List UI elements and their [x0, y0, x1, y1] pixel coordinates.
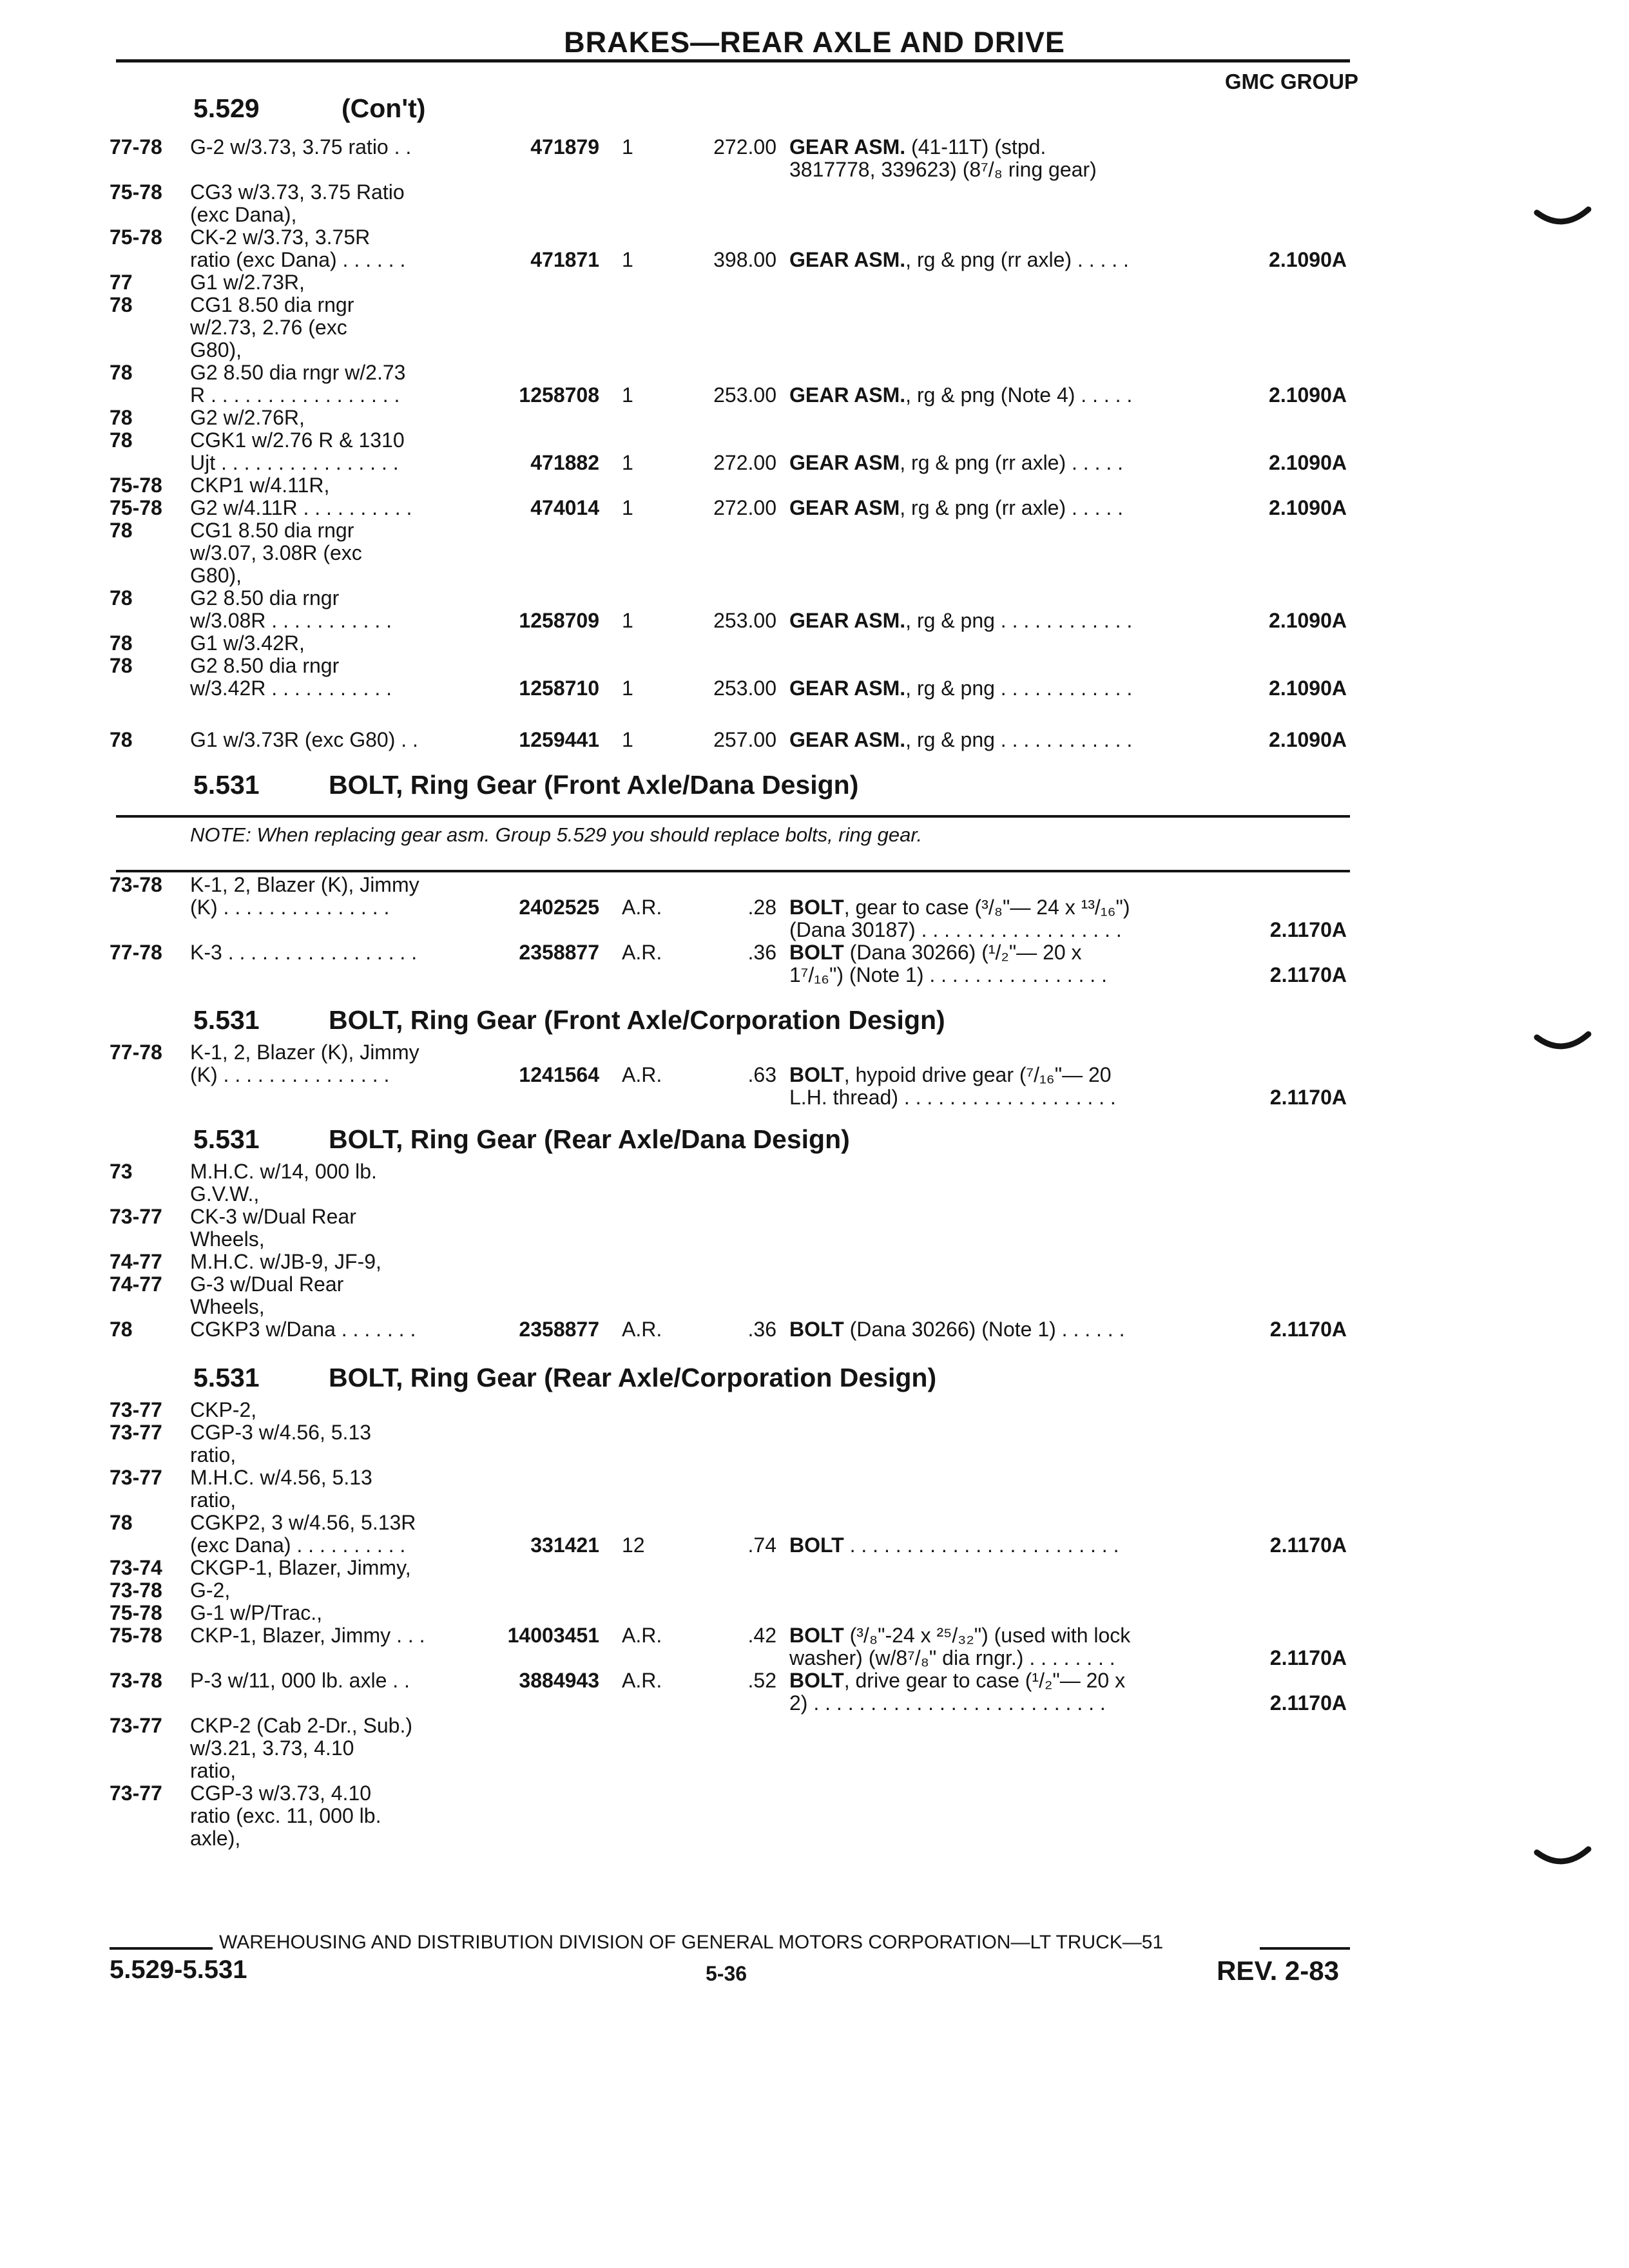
application: CGKP3 w/Dana . . . . . . .: [190, 1318, 416, 1341]
application: ratio,: [190, 1443, 236, 1466]
model-year: 73-78: [110, 873, 162, 896]
description: [789, 918, 1122, 942]
section-number: 5.531: [193, 1124, 260, 1154]
parts-row: [0, 1714, 1629, 1738]
description-detail: , rg & png . . . . . . . . . . . .: [905, 677, 1133, 700]
section-heading: [193, 1124, 850, 1155]
description-part-name: GEAR ASM: [789, 496, 900, 519]
description-part-name: BOLT: [789, 1063, 844, 1086]
model-year: 73: [110, 1160, 133, 1183]
model-year: 75-78: [110, 1601, 162, 1624]
application: w/2.73, 2.76 (exc: [190, 316, 347, 339]
parts-row: [0, 728, 1629, 753]
model-year: 75-78: [110, 474, 162, 497]
application: G80),: [190, 564, 242, 587]
parts-row: [0, 609, 1629, 633]
parts-row: [0, 586, 1629, 611]
description-part-name: BOLT: [789, 1533, 844, 1557]
application: CGP-3 w/3.73, 4.10: [190, 1782, 372, 1805]
quantity: 1: [622, 451, 633, 474]
application: M.H.C. w/JB-9, JF-9,: [190, 1250, 381, 1273]
part-number: 1258708: [519, 383, 599, 407]
description-part-name: GEAR ASM.: [789, 728, 906, 751]
parts-row: [0, 226, 1629, 250]
model-year: 78: [110, 728, 133, 751]
parts-row: [0, 451, 1629, 476]
parts-row: [0, 248, 1629, 273]
application: ratio (exc. 11, 000 lb.: [190, 1804, 381, 1827]
parts-row: [0, 1466, 1629, 1490]
application: CGP-3 w/4.56, 5.13: [190, 1421, 372, 1444]
parts-row: [0, 1160, 1629, 1184]
description: [789, 963, 1107, 987]
model-year: 73-78: [110, 1579, 162, 1602]
section-title: BOLT, Ring Gear (Front Axle/Corporation Design): [329, 1005, 945, 1035]
parts-row: [0, 896, 1629, 920]
parts-row: [0, 361, 1629, 385]
parts-row: [0, 428, 1629, 453]
model-year: 78: [110, 1318, 133, 1341]
description-part-name: GEAR ASM.: [789, 677, 906, 700]
application: Wheels,: [190, 1295, 265, 1318]
application: G80),: [190, 338, 242, 361]
parts-row: [0, 1227, 1629, 1252]
model-year: 73-77: [110, 1205, 162, 1228]
catalog-code: 2.1170A: [1269, 918, 1347, 941]
application: G-2,: [190, 1579, 231, 1602]
application: G1 w/2.73R,: [190, 271, 305, 294]
application: G2 8.50 dia rngr w/2.73: [190, 361, 406, 384]
footer-revision: REV. 2-83: [1217, 1956, 1339, 1986]
application: (exc Dana) . . . . . . . . . .: [190, 1533, 406, 1557]
application: P-3 w/11, 000 lb. axle . .: [190, 1669, 410, 1692]
parts-row: [0, 383, 1629, 408]
parts-row: [0, 1736, 1629, 1761]
description-detail: , rg & png (Note 4) . . . . .: [905, 383, 1133, 407]
model-year: 73-77: [110, 1398, 162, 1421]
application: G.V.W.,: [190, 1182, 260, 1206]
part-number: 331421: [530, 1533, 599, 1557]
description-part-name: GEAR ASM.: [789, 609, 906, 632]
parts-row: [0, 1205, 1629, 1229]
section-title: BOLT, Ring Gear (Rear Axle/Dana Design): [329, 1124, 850, 1154]
model-year: 78: [110, 586, 133, 610]
application: CGKP2, 3 w/4.56, 5.13R: [190, 1511, 416, 1534]
application: K-1, 2, Blazer (K), Jimmy: [190, 873, 419, 896]
price: 253.00: [713, 609, 776, 632]
price: 253.00: [713, 677, 776, 700]
application: CKGP-1, Blazer, Jimmy,: [190, 1556, 411, 1579]
parts-row: [0, 654, 1629, 678]
part-number: 2358877: [519, 1318, 599, 1341]
catalog-code: 2.1090A: [1269, 496, 1347, 519]
parts-row: [0, 519, 1629, 543]
footer-rule-right: [1260, 1947, 1350, 1950]
quantity: A.R.: [622, 1624, 662, 1647]
quantity: 1: [622, 383, 633, 407]
description-part-name: GEAR ASM: [789, 451, 900, 474]
catalog-code: 2.1090A: [1269, 383, 1347, 407]
model-year: 75-78: [110, 496, 162, 519]
description-detail: . . . . . . . . . . . . . . . . . . . . . . . .: [843, 1533, 1119, 1557]
price: .36: [747, 1318, 776, 1341]
application: CKP-1, Blazer, Jimmy . . .: [190, 1624, 425, 1647]
application: G1 w/3.73R (exc G80) . .: [190, 728, 418, 751]
description-part-name: BOLT: [789, 1624, 844, 1647]
model-year: 78: [110, 361, 133, 384]
part-number: 2402525: [519, 896, 599, 919]
description: [789, 158, 1097, 182]
application: CK-2 w/3.73, 3.75R: [190, 226, 371, 249]
description: [789, 451, 1123, 475]
model-year: 78: [110, 428, 133, 452]
model-year: 78: [110, 519, 133, 542]
description-detail: , drive gear to case (¹/₂"— 20 x: [843, 1669, 1126, 1692]
model-year: 73-77: [110, 1714, 162, 1737]
description-detail: 3817778, 339623) (8⁷/₈ ring gear): [789, 158, 1097, 181]
application: CKP1 w/4.11R,: [190, 474, 330, 497]
description-detail: , rg & png (rr axle) . . . . .: [905, 248, 1129, 271]
description-detail: (Dana 30266) (Note 1) . . . . . .: [843, 1318, 1125, 1341]
application: G2 w/2.76R,: [190, 406, 305, 429]
description: [789, 1086, 1116, 1110]
model-year: 78: [110, 631, 133, 655]
application: CG1 8.50 dia rngr: [190, 519, 354, 542]
description-detail: (Dana 30266) (¹/₂"— 20 x: [843, 941, 1082, 964]
application: G2 8.50 dia rngr: [190, 654, 340, 677]
description: [789, 1624, 1130, 1648]
description-detail: (41-11T) (stpd.: [905, 135, 1046, 159]
parts-row: [0, 1691, 1629, 1716]
parts-row: [0, 1579, 1629, 1603]
quantity: A.R.: [622, 896, 662, 919]
parts-row: [0, 1601, 1629, 1626]
parts-row: [0, 338, 1629, 363]
description-detail: , hypoid drive gear (⁷/₁₆"— 20: [843, 1063, 1112, 1086]
description: [789, 609, 1132, 633]
model-year: 73-74: [110, 1556, 162, 1579]
description-part-name: GEAR ASM.: [789, 383, 906, 407]
parts-row: [0, 1669, 1629, 1693]
description: [789, 383, 1132, 407]
catalog-code: 2.1170A: [1269, 963, 1347, 986]
quantity: 1: [622, 496, 633, 519]
footer-rule-left: [110, 1947, 213, 1950]
part-number: 1258710: [519, 677, 599, 700]
description-part-name: BOLT: [789, 1669, 844, 1692]
parts-row: [0, 1533, 1629, 1558]
quantity: 12: [622, 1533, 645, 1557]
price: 272.00: [713, 496, 776, 519]
parts-row: [0, 541, 1629, 566]
description: [789, 677, 1132, 700]
application: G1 w/3.42R,: [190, 631, 305, 655]
application: K-3 . . . . . . . . . . . . . . . . .: [190, 941, 418, 964]
description-detail: , rg & png . . . . . . . . . . . .: [905, 609, 1133, 632]
description: [789, 896, 1130, 919]
parts-row: [0, 1827, 1629, 1851]
application: K-1, 2, Blazer (K), Jimmy: [190, 1041, 419, 1064]
application: CK-3 w/Dual Rear: [190, 1205, 356, 1228]
application: ratio,: [190, 1759, 236, 1782]
description-detail: 2) . . . . . . . . . . . . . . . . . . . . . . . . . .: [789, 1691, 1106, 1715]
parts-row: [0, 1398, 1629, 1423]
section-title: BOLT, Ring Gear (Front Axle/Dana Design): [329, 770, 859, 800]
model-year: 77-78: [110, 135, 162, 159]
section-title: BOLT, Ring Gear (Rear Axle/Corporation Design): [329, 1363, 937, 1392]
model-year: 73-77: [110, 1421, 162, 1444]
description: [789, 496, 1123, 520]
price: .63: [747, 1063, 776, 1086]
footer-division-line: WAREHOUSING AND DISTRIBUTION DIVISION OF GENERAL MOTORS CORPORATION—LT TRUCK—51: [219, 1932, 1164, 1953]
parts-row: [0, 1421, 1629, 1445]
catalog-code: 2.1090A: [1269, 609, 1347, 632]
footer-group-range: 5.529-5.531: [110, 1956, 247, 1984]
application: ratio (exc Dana) . . . . . .: [190, 248, 406, 271]
section-number: 5.531: [193, 1363, 260, 1392]
footer-page-number: 5-36: [706, 1962, 747, 1985]
section-number: 5.531: [193, 770, 260, 800]
parts-row: [0, 631, 1629, 656]
application: R . . . . . . . . . . . . . . . . .: [190, 383, 400, 407]
parts-row: [0, 474, 1629, 498]
parts-row: [0, 1804, 1629, 1829]
application: w/3.07, 3.08R (exc: [190, 541, 362, 564]
binder-hole-mark-icon: [1534, 1840, 1592, 1878]
parts-row: [0, 941, 1629, 965]
application: (exc Dana),: [190, 203, 297, 226]
price: 272.00: [713, 451, 776, 474]
part-number: 471871: [530, 248, 599, 271]
application: w/3.21, 3.73, 4.10: [190, 1736, 354, 1760]
quantity: A.R.: [622, 1669, 662, 1692]
description: [789, 1669, 1125, 1693]
model-year: 73-77: [110, 1782, 162, 1805]
binder-hole-mark-icon: [1534, 200, 1592, 238]
application: (K) . . . . . . . . . . . . . . .: [190, 1063, 390, 1086]
model-year: 77: [110, 271, 133, 294]
parts-row: [0, 1443, 1629, 1468]
price: 253.00: [713, 383, 776, 407]
part-number: 14003451: [507, 1624, 599, 1647]
description: [789, 135, 1046, 159]
parts-row: [0, 1250, 1629, 1274]
application: G-3 w/Dual Rear: [190, 1273, 344, 1296]
application: CG3 w/3.73, 3.75 Ratio: [190, 180, 405, 204]
catalog-code: 2.1170A: [1269, 1086, 1347, 1109]
catalog-code: 2.1170A: [1269, 1533, 1347, 1557]
application: Ujt . . . . . . . . . . . . . . . .: [190, 451, 399, 474]
catalog-code: 2.1090A: [1269, 248, 1347, 271]
application: G-2 w/3.73, 3.75 ratio . .: [190, 135, 412, 159]
parts-row: [0, 918, 1629, 943]
application: CKP-2,: [190, 1398, 257, 1421]
parts-row: [0, 1759, 1629, 1783]
description-detail: , gear to case (³/₈"— 24 x ¹³/₁₆"): [843, 896, 1130, 919]
application: G2 w/4.11R . . . . . . . . . .: [190, 496, 412, 519]
application: w/3.42R . . . . . . . . . . .: [190, 677, 392, 700]
parts-row: [0, 1624, 1629, 1648]
parts-row: [0, 135, 1629, 160]
parts-row: [0, 1511, 1629, 1535]
price: 272.00: [713, 135, 776, 159]
parts-row: [0, 873, 1629, 898]
description-part-name: GEAR ASM.: [789, 248, 906, 271]
catalog-code: 2.1170A: [1269, 1318, 1347, 1341]
section-title: (Con't): [342, 93, 426, 123]
application: CKP-2 (Cab 2-Dr., Sub.): [190, 1714, 412, 1737]
quantity: 1: [622, 248, 633, 271]
application: G-1 w/P/Trac.,: [190, 1601, 323, 1624]
part-number: 1241564: [519, 1063, 599, 1086]
catalog-code: 2.1170A: [1269, 1646, 1347, 1669]
group-label: GMC GROUP: [1224, 70, 1358, 93]
parts-row: [0, 1041, 1629, 1065]
parts-row: [0, 1488, 1629, 1513]
parts-row: [0, 677, 1629, 701]
application: Wheels,: [190, 1227, 265, 1251]
parts-row: [0, 1318, 1629, 1342]
catalog-code: 2.1170A: [1269, 1691, 1347, 1715]
description: [789, 1646, 1115, 1670]
quantity: 1: [622, 135, 633, 159]
quantity: A.R.: [622, 1063, 662, 1086]
section-heading: [193, 1363, 936, 1393]
quantity: A.R.: [622, 941, 662, 964]
header-rule: [116, 59, 1350, 62]
note-text: NOTE: When replacing gear asm. Group 5.529 you should replace bolts, ring gear.: [190, 823, 923, 846]
parts-row: [0, 271, 1629, 295]
parts-row: [0, 496, 1629, 521]
description: [789, 1533, 1119, 1557]
model-year: 75-78: [110, 180, 162, 204]
model-year: 78: [110, 293, 133, 316]
model-year: 78: [110, 1511, 133, 1534]
description: [789, 1691, 1106, 1715]
model-year: 75-78: [110, 1624, 162, 1647]
parts-row: [0, 1782, 1629, 1806]
description: [789, 728, 1132, 752]
description-detail: , rg & png . . . . . . . . . . . .: [905, 728, 1133, 751]
description-detail: 1⁷/₁₆") (Note 1) . . . . . . . . . . . . . . . .: [789, 963, 1107, 986]
catalog-code: 2.1090A: [1269, 677, 1347, 700]
model-year: 74-77: [110, 1273, 162, 1296]
price: .42: [747, 1624, 776, 1647]
parts-row: [0, 963, 1629, 988]
price: 398.00: [713, 248, 776, 271]
application: (K) . . . . . . . . . . . . . . .: [190, 896, 390, 919]
part-number: 471882: [530, 451, 599, 474]
parts-row: [0, 293, 1629, 318]
model-year: 73-77: [110, 1466, 162, 1489]
note-top-rule: [116, 815, 1350, 818]
description-detail: washer) (w/8⁷/₈" dia rngr.) . . . . . . . .: [789, 1646, 1115, 1669]
parts-row: [0, 1646, 1629, 1671]
description-detail: (³/₈"-24 x ²⁵/₃₂") (used with lock: [843, 1624, 1131, 1647]
application: G2 8.50 dia rngr: [190, 586, 340, 610]
parts-row: [0, 1182, 1629, 1207]
model-year: 75-78: [110, 226, 162, 249]
model-year: 77-78: [110, 941, 162, 964]
quantity: 1: [622, 728, 633, 751]
parts-row: [0, 564, 1629, 588]
description: [789, 248, 1129, 272]
parts-row: [0, 1273, 1629, 1297]
model-year: 78: [110, 406, 133, 429]
quantity: 1: [622, 609, 633, 632]
application: CGK1 w/2.76 R & 1310: [190, 428, 405, 452]
parts-row: [0, 158, 1629, 182]
section-heading: [193, 1005, 945, 1035]
catalog-code: 2.1090A: [1269, 728, 1347, 751]
section-number: 5.531: [193, 1005, 260, 1035]
description-detail: (Dana 30187) . . . . . . . . . . . . . . . . . .: [789, 918, 1122, 941]
model-year: 73-78: [110, 1669, 162, 1692]
section-heading: [193, 770, 858, 800]
parts-row: [0, 1556, 1629, 1581]
application: axle),: [190, 1827, 241, 1850]
part-number: 1258709: [519, 609, 599, 632]
page-title: BRAKES—REAR AXLE AND DRIVE: [564, 26, 1065, 59]
price: .74: [747, 1533, 776, 1557]
application: CG1 8.50 dia rngr: [190, 293, 354, 316]
quantity: A.R.: [622, 1318, 662, 1341]
parts-row: [0, 180, 1629, 205]
description-part-name: BOLT: [789, 1318, 844, 1341]
price: .36: [747, 941, 776, 964]
price: 257.00: [713, 728, 776, 751]
parts-row: [0, 203, 1629, 227]
parts-row: [0, 406, 1629, 430]
catalog-code: 2.1090A: [1269, 451, 1347, 474]
description-part-name: GEAR ASM.: [789, 135, 906, 159]
price: .28: [747, 896, 776, 919]
description: [789, 941, 1082, 965]
description: [789, 1318, 1124, 1341]
description: [789, 1063, 1112, 1087]
parts-row: [0, 316, 1629, 340]
application: M.H.C. w/14, 000 lb.: [190, 1160, 377, 1183]
part-number: 471879: [530, 135, 599, 159]
parts-row: [0, 1063, 1629, 1088]
part-number: 1259441: [519, 728, 599, 751]
application: M.H.C. w/4.56, 5.13: [190, 1466, 372, 1489]
binder-hole-mark-icon: [1534, 1024, 1592, 1063]
description-detail: , rg & png (rr axle) . . . . .: [900, 451, 1124, 474]
application: w/3.08R . . . . . . . . . . .: [190, 609, 392, 632]
model-year: 74-77: [110, 1250, 162, 1273]
part-number: 474014: [530, 496, 599, 519]
parts-row: [0, 1295, 1629, 1320]
application: ratio,: [190, 1488, 236, 1512]
description-detail: , rg & png (rr axle) . . . . .: [900, 496, 1124, 519]
section-heading: [193, 93, 425, 124]
note-bottom-rule: [116, 870, 1350, 872]
part-number: 3884943: [519, 1669, 599, 1692]
description-part-name: BOLT: [789, 896, 844, 919]
description-detail: L.H. thread) . . . . . . . . . . . . . . . . . . .: [789, 1086, 1116, 1109]
section-number: 5.529: [193, 93, 260, 123]
description-part-name: BOLT: [789, 941, 844, 964]
quantity: 1: [622, 677, 633, 700]
part-number: 2358877: [519, 941, 599, 964]
model-year: 77-78: [110, 1041, 162, 1064]
model-year: 78: [110, 654, 133, 677]
price: .52: [747, 1669, 776, 1692]
parts-row: [0, 1086, 1629, 1110]
